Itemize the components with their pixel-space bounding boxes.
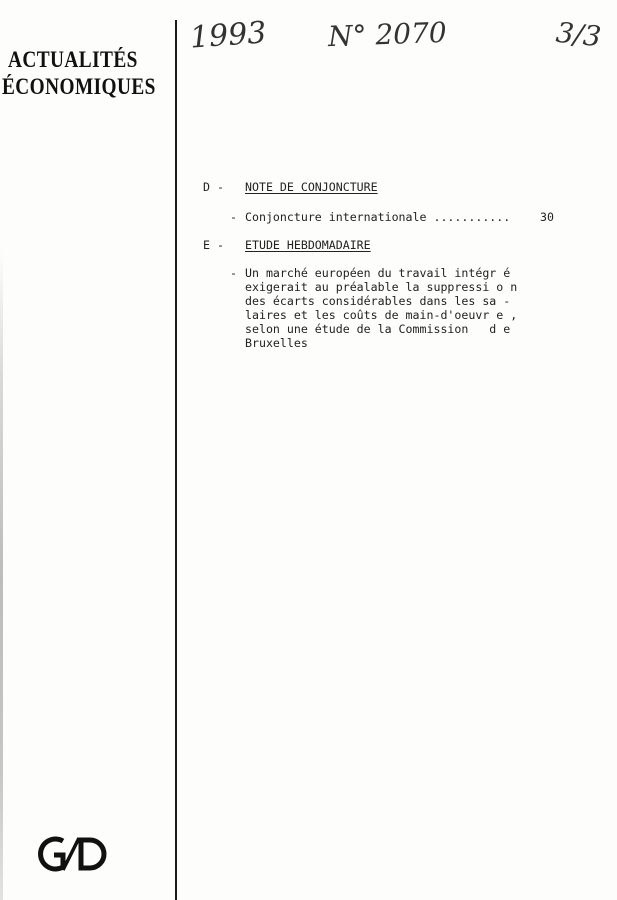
section-e-item-line: laires et les coûts de main-d'oeuvr e ,	[245, 308, 518, 322]
masthead-line1: ACTUALITÉS	[8, 47, 138, 72]
section-e-item-line: Un marché européen du travail intégr é	[245, 266, 511, 280]
section-e-item-line: selon une étude de la Commission d e	[245, 322, 511, 336]
section-e-item-dash: -	[230, 266, 237, 280]
section-d-letter: D -	[203, 180, 224, 194]
margin-rule	[175, 20, 177, 900]
section-e-item-line: Bruxelles	[245, 336, 308, 350]
section-e-letter: E -	[203, 238, 224, 252]
handwritten-issue-number: N° 2070	[327, 15, 448, 54]
handwritten-year: 1993	[188, 15, 268, 56]
masthead-line2: ÉCONOMIQUES	[2, 74, 156, 99]
section-e-item-line: des écarts considérables dans les sa -	[245, 294, 511, 308]
section-d-item-dash: -	[230, 210, 237, 224]
scan-edge-shadow	[0, 250, 3, 900]
section-e-item-line: exigerait au préalable la suppressi o n	[245, 280, 518, 294]
section-d-item-text: Conjoncture internationale ...........	[245, 210, 511, 224]
section-e-heading: ETUDE HEBDOMADAIRE	[245, 238, 371, 252]
section-d-heading: NOTE DE CONJONCTURE	[245, 180, 378, 194]
handwritten-page-count: 3/3	[554, 15, 603, 54]
gd-logo	[33, 832, 109, 876]
section-d-item-page: 30	[540, 210, 554, 224]
